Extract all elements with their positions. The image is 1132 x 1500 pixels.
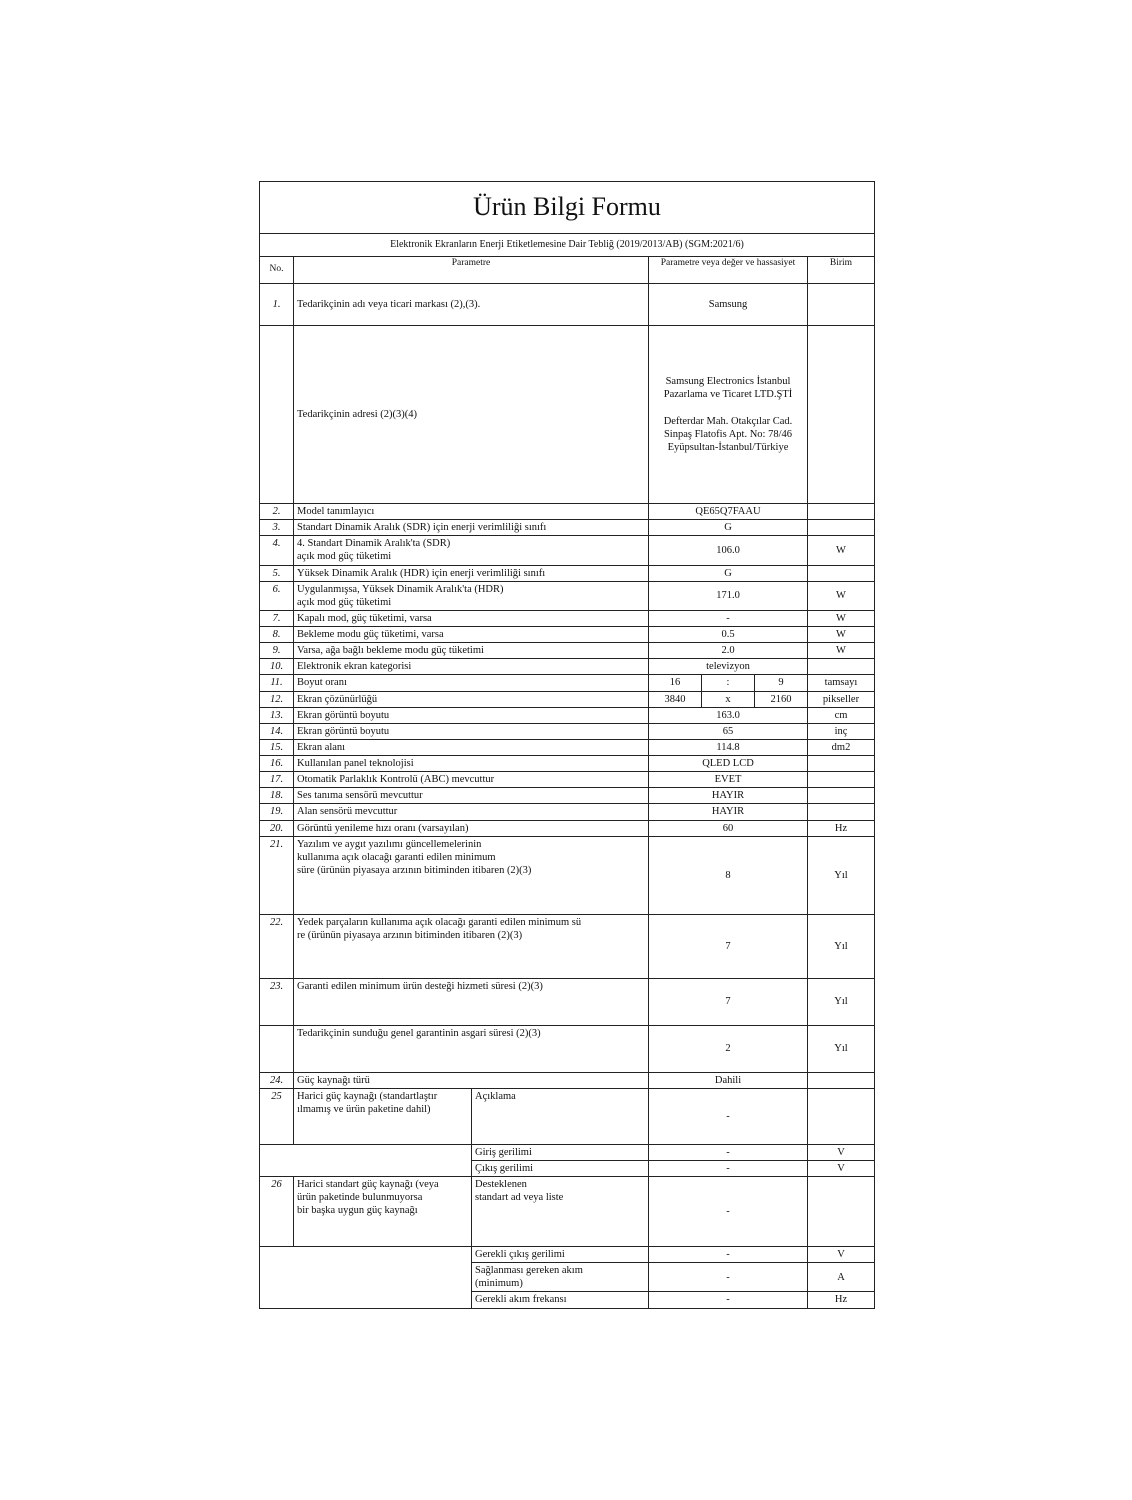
table-row: [260, 675, 875, 691]
row-value: QLED LCD: [649, 756, 808, 772]
table-row: [260, 284, 875, 326]
row-subparam: Sağlanması gereken akım (minimum): [472, 1263, 649, 1292]
row-unit: inç: [808, 723, 875, 739]
row-value: 2: [649, 1025, 808, 1072]
row-value: -: [649, 1177, 808, 1247]
row-value: -: [649, 1263, 808, 1292]
row-unit: [808, 565, 875, 581]
table-row: [260, 723, 875, 739]
row-param: Elektronik ekran kategorisi: [294, 659, 649, 675]
row-unit: Yıl: [808, 1025, 875, 1072]
row-param: Boyut oranı: [294, 675, 649, 691]
row-param: Varsa, ağa bağlı bekleme modu güç tüketimi: [294, 643, 649, 659]
resolution-separator: x: [702, 691, 755, 707]
resolution-width: 3840: [649, 691, 702, 707]
table-row: [260, 627, 875, 643]
row-value: 8: [649, 836, 808, 914]
table-row: [260, 536, 875, 565]
row-no: 9.: [260, 643, 294, 659]
row-value: 60: [649, 820, 808, 836]
table-row: [260, 914, 875, 978]
row-value: HAYIR: [649, 788, 808, 804]
row-unit: [808, 804, 875, 820]
row-unit: pikseller: [808, 691, 875, 707]
row-value: 171.0: [649, 581, 808, 610]
row-unit: V: [808, 1160, 875, 1176]
row-value: 7: [649, 978, 808, 1025]
row-no: 15.: [260, 739, 294, 755]
row-param: Harici standart güç kaynağı (veya ürün paketinde bulunmuyorsa bir başka uygun güç kaynağı: [294, 1177, 472, 1247]
row-param: Model tanımlayıcı: [294, 504, 649, 520]
table-row: [260, 772, 875, 788]
row-param: 4. Standart Dinamik Aralık'ta (SDR) açık mod güç tüketimi: [294, 536, 649, 565]
row-subparam: Çıkış gerilimi: [472, 1160, 649, 1176]
row-param: Yedek parçaların kullanıma açık olacağı garanti edilen minimum sü re (ürünün piyasaya arzının bitiminden itibaren (2)(3): [294, 914, 649, 978]
row-no: 12.: [260, 691, 294, 707]
row-value: 7: [649, 914, 808, 978]
table-row: [260, 520, 875, 536]
row-value: EVET: [649, 772, 808, 788]
resolution-height: 2160: [755, 691, 808, 707]
row-unit: V: [808, 1144, 875, 1160]
row-value: G: [649, 520, 808, 536]
row-unit: dm2: [808, 739, 875, 755]
row-value: 65: [649, 723, 808, 739]
row-unit: tamsayı: [808, 675, 875, 691]
row-value: televizyon: [649, 659, 808, 675]
page-title: Ürün Bilgi Formu: [260, 182, 875, 234]
row-param: Görüntü yenileme hızı oranı (varsayılan): [294, 820, 649, 836]
table-row: [260, 643, 875, 659]
row-value: Samsung Electronics İstanbul Pazarlama ve Ticaret LTD.ŞTİ Defterdar Mah. Otakçılar Cad. Sinpaş Flatofis Apt. No: 78/46 Eyüpsultan-İstanbul/Türkiye: [649, 326, 808, 504]
row-unit: W: [808, 581, 875, 610]
row-no: 25: [260, 1088, 294, 1144]
row-param: Tedarikçinin sunduğu genel garantinin asgari süresi (2)(3): [294, 1025, 649, 1072]
row-no: 7.: [260, 610, 294, 626]
row-no: 8.: [260, 627, 294, 643]
row-param: Yazılım ve aygıt yazılımı güncellemelerinin kullanıma açık olacağı garanti edilen minimum süre (ürünün piyasaya arzının bitiminden itibaren (2)(3): [294, 836, 649, 914]
row-value: -: [649, 1088, 808, 1144]
row-no: 16.: [260, 756, 294, 772]
row-no: 22.: [260, 914, 294, 978]
row-no: 20.: [260, 820, 294, 836]
table-row: [260, 581, 875, 610]
row-value: 163.0: [649, 707, 808, 723]
row-param: Ekran görüntü boyutu: [294, 707, 649, 723]
row-subparam: Giriş gerilimi: [472, 1144, 649, 1160]
row-value: -: [649, 1247, 808, 1263]
row-param: Bekleme modu güç tüketimi, varsa: [294, 627, 649, 643]
row-value: 0.5: [649, 627, 808, 643]
row-value: -: [649, 1144, 808, 1160]
row-no: 19.: [260, 804, 294, 820]
row-param: Alan sensörü mevcuttur: [294, 804, 649, 820]
row-no: 4.: [260, 536, 294, 565]
row-unit: Hz: [808, 1292, 875, 1308]
row-no: 14.: [260, 723, 294, 739]
row-subparam: Açıklama: [472, 1088, 649, 1144]
row-param: Ses tanıma sensörü mevcuttur: [294, 788, 649, 804]
product-info-form: [259, 181, 875, 1309]
row-unit: [808, 659, 875, 675]
table-row: [260, 1072, 875, 1088]
header-unit: Birim: [808, 257, 875, 284]
row-no: 10.: [260, 659, 294, 675]
header-row: [260, 257, 875, 284]
row-value: 106.0: [649, 536, 808, 565]
row-param: Ekran çözünürlüğü: [294, 691, 649, 707]
row-value: HAYIR: [649, 804, 808, 820]
row-param: Tedarikçinin adresi (2)(3)(4): [294, 326, 649, 504]
aspect-width: 16: [649, 675, 702, 691]
row-no: 24.: [260, 1072, 294, 1088]
row-param: Ekran görüntü boyutu: [294, 723, 649, 739]
row-param: Otomatik Parlaklık Kontrolü (ABC) mevcuttur: [294, 772, 649, 788]
row-unit: Yıl: [808, 914, 875, 978]
row-no: [260, 326, 294, 504]
header-parameter: Parametre: [294, 257, 649, 284]
row-unit: V: [808, 1247, 875, 1263]
table-row: [260, 610, 875, 626]
row-unit: [808, 772, 875, 788]
aspect-height: 9: [755, 675, 808, 691]
regulation-subtitle: Elektronik Ekranların Enerji Etiketlemesine Dair Tebliğ (2019/2013/AB) (SGM:2021/6): [260, 234, 875, 257]
row-unit: cm: [808, 707, 875, 723]
table-row: [260, 1177, 875, 1247]
row-no: 23.: [260, 978, 294, 1025]
row-unit: W: [808, 610, 875, 626]
header-no: No.: [260, 257, 294, 284]
row-param: Ekran alanı: [294, 739, 649, 755]
table-row: [260, 691, 875, 707]
table-row: [260, 1025, 875, 1072]
table-row: [260, 1144, 875, 1160]
row-param: Yüksek Dinamik Aralık (HDR) için enerji verimliliği sınıfı: [294, 565, 649, 581]
table-row: [260, 1088, 875, 1144]
row-subparam: Gerekli akım frekansı: [472, 1292, 649, 1308]
row-param: Uygulanmışsa, Yüksek Dinamik Aralık'ta (HDR) açık mod güç tüketimi: [294, 581, 649, 610]
row-unit: Yıl: [808, 978, 875, 1025]
aspect-separator: :: [702, 675, 755, 691]
row-no: 6.: [260, 581, 294, 610]
row-value: -: [649, 610, 808, 626]
row-no: 26: [260, 1177, 294, 1247]
row-value: Dahili: [649, 1072, 808, 1088]
row-param: Güç kaynağı türü: [294, 1072, 649, 1088]
row-param: Standart Dinamik Aralık (SDR) için enerji verimliliği sınıfı: [294, 520, 649, 536]
row-no: 2.: [260, 504, 294, 520]
row-no: [260, 1025, 294, 1072]
row-unit: [808, 504, 875, 520]
row-no: 18.: [260, 788, 294, 804]
row-unit: W: [808, 643, 875, 659]
row-no: 17.: [260, 772, 294, 788]
table-row: [260, 504, 875, 520]
row-subparam: Desteklenen standart ad veya liste: [472, 1177, 649, 1247]
row-unit: Yıl: [808, 836, 875, 914]
row-unit: W: [808, 627, 875, 643]
row-subparam: Gerekli çıkış gerilimi: [472, 1247, 649, 1263]
row-param: Kullanılan panel teknolojisi: [294, 756, 649, 772]
row-unit: [808, 1072, 875, 1088]
row-value: -: [649, 1160, 808, 1176]
row-no: 11.: [260, 675, 294, 691]
row-unit: Hz: [808, 820, 875, 836]
row-unit: [808, 756, 875, 772]
table-row: [260, 836, 875, 914]
table-row: [260, 820, 875, 836]
table-row: [260, 978, 875, 1025]
row-value: -: [649, 1292, 808, 1308]
row-unit: [808, 520, 875, 536]
row-value: 114.8: [649, 739, 808, 755]
empty-cell: [260, 1144, 472, 1176]
header-value: Parametre veya değer ve hassasiyet: [649, 257, 808, 284]
row-unit: A: [808, 1263, 875, 1292]
row-value: QE65Q7FAAU: [649, 504, 808, 520]
row-param: Harici güç kaynağı (standartlaştır ılmamış ve ürün paketine dahil): [294, 1088, 472, 1144]
row-no: 21.: [260, 836, 294, 914]
row-no: 5.: [260, 565, 294, 581]
row-value: G: [649, 565, 808, 581]
row-unit: [808, 788, 875, 804]
table-row: [260, 326, 875, 504]
table-row: [260, 707, 875, 723]
row-value: 2.0: [649, 643, 808, 659]
table-row: [260, 756, 875, 772]
row-unit: [808, 1088, 875, 1144]
row-no: 1.: [260, 284, 294, 326]
table-row: [260, 804, 875, 820]
row-no: 3.: [260, 520, 294, 536]
empty-cell: [260, 1247, 472, 1309]
row-unit: W: [808, 536, 875, 565]
row-unit: [808, 284, 875, 326]
table-row: [260, 788, 875, 804]
table-row: [260, 1247, 875, 1263]
row-param: Kapalı mod, güç tüketimi, varsa: [294, 610, 649, 626]
table-row: [260, 739, 875, 755]
row-param: Tedarikçinin adı veya ticari markası (2),(3).: [294, 284, 649, 326]
table-row: [260, 659, 875, 675]
row-no: 13.: [260, 707, 294, 723]
row-unit: [808, 326, 875, 504]
row-param: Garanti edilen minimum ürün desteği hizmeti süresi (2)(3): [294, 978, 649, 1025]
row-value: Samsung: [649, 284, 808, 326]
row-unit: [808, 1177, 875, 1247]
table-row: [260, 565, 875, 581]
